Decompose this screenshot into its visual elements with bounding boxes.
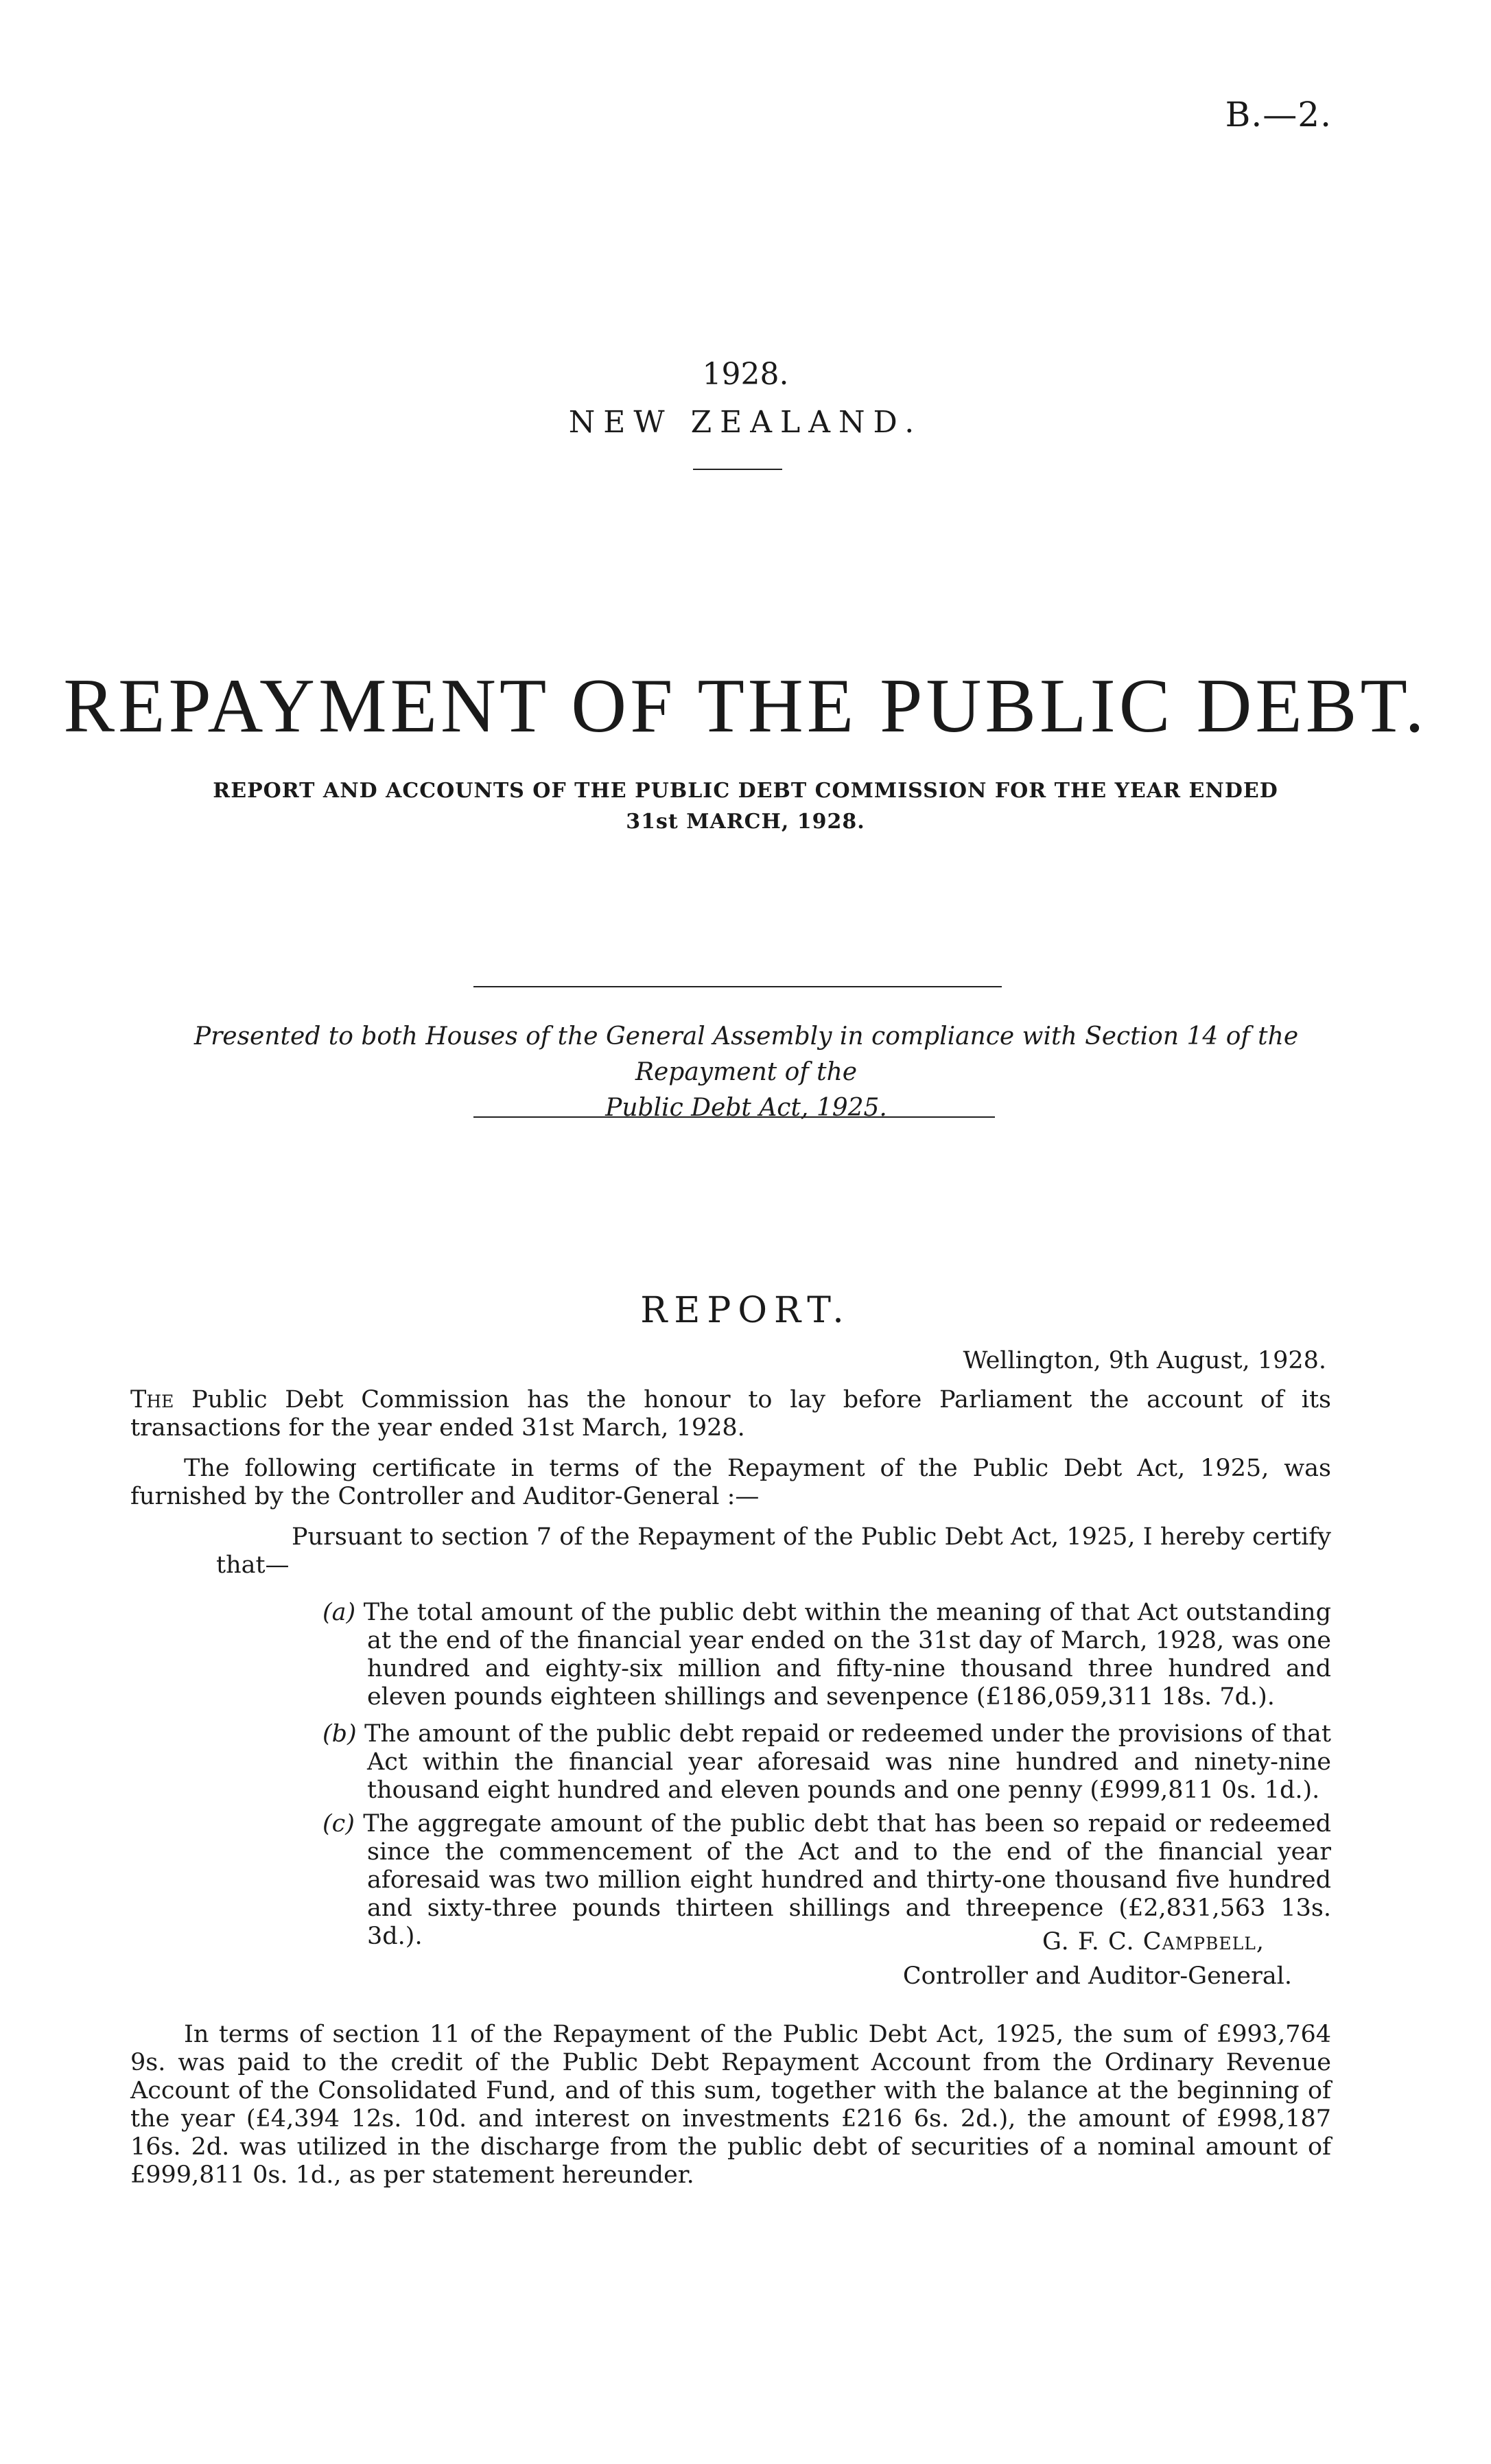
- divider-top: [473, 986, 1002, 987]
- paragraph-2-text: The following certificate in terms of the Repayment of the Public Debt Act, 1925, was furnished by the Controller and Auditor-General :—: [130, 1455, 1331, 1510]
- paragraph-lead-word: The: [130, 1386, 174, 1413]
- certificate-intro-text: Pursuant to section 7 of the Repayment of the Public Debt Act, 1925, I hereby certify that—: [216, 1523, 1331, 1579]
- presented-line-2: Public Debt Act, 1925.: [605, 1094, 887, 1123]
- signatory-title: Controller and Auditor-General.: [902, 1962, 1292, 1990]
- certificate-item-text: The total amount of the public debt within the meaning of that Act outstanding at the end of the financial year ended on the 31st day of March, 1928, was one hundred and eighty-six million and fifty-nine thousand three hundred and eleven pounds eighteen shillings and sevenpence (£186,059,311 18s. 7d.).: [363, 1599, 1331, 1711]
- paragraph-4-text: In terms of section 11 of the Repayment of the Public Debt Act, 1925, the sum of £993,764 9s. was paid to the credit of the Public Debt Repayment Account from the Ordinary Revenue Account of the Consolidated Fund, and of this sum, together with the balance at the beginning of the year (£4,394 12s. 10d. and interest on investments £216 6s. 2d.), the amount of £998,187 16s. 2d. was utilized in the discharge from the public debt of securities of a nominal amount of £999,811 0s. 1d., as per statement hereunder.: [130, 2021, 1331, 2189]
- subtitle-line-1: REPORT AND ACCOUNTS OF THE PUBLIC DEBT COMMISSION FOR THE YEAR ENDED: [213, 779, 1278, 803]
- signatory-name: G. F. C. Campbell,: [1042, 1928, 1265, 1956]
- certificate-item-text: The amount of the public debt repaid or redeemed under the provisions of that Act within the financial year aforesaid was nine hundred and ninety-nine thousand eight hundred and eleven pounds and one penny (£999,811 0s. 1d.).: [364, 1720, 1331, 1804]
- document-subtitle: [0, 775, 1491, 837]
- paragraph-1-text: Public Debt Commission has the honour to lay before Parliament the account of its transactions for the year ended 31st March, 1928.: [130, 1386, 1331, 1442]
- certificate-item-text: The aggregate amount of the public debt that has been so repaid or redeemed since the commencement of the Act and to the end of the financial year aforesaid was two million eight hundred and thirty-one thousand five hundred and sixty-three pounds thirteen shillings and threepence (£2,831,563 13s. 3d.).: [363, 1810, 1331, 1950]
- divider-bottom: [473, 1116, 995, 1118]
- report-paragraph-4: [130, 2021, 1331, 2190]
- presented-statement: [130, 1019, 1362, 1127]
- certificate-item-label: (c): [322, 1810, 355, 1838]
- report-paragraph-2: [130, 1455, 1331, 1511]
- short-divider: [693, 469, 782, 470]
- certificate-item-b: [288, 1720, 1331, 1805]
- report-date: Wellington, 9th August, 1928.: [963, 1347, 1326, 1374]
- report-heading: REPORT.: [640, 1290, 851, 1331]
- certificate-item-label: (a): [322, 1599, 356, 1626]
- subtitle-line-2: 31st MARCH, 1928.: [626, 810, 865, 834]
- document-year: 1928.: [702, 357, 789, 392]
- presented-line-1: Presented to both Houses of the General Assembly in compliance with Section 14 of the Repayment of the: [193, 1022, 1299, 1087]
- certificate-item-label: (b): [322, 1720, 357, 1748]
- document-reference: B.—2.: [1225, 95, 1332, 134]
- document-title: REPAYMENT OF THE PUBLIC DEBT.: [63, 664, 1428, 749]
- certificate-item-a: [288, 1599, 1331, 1711]
- certificate-intro: [216, 1523, 1331, 1580]
- country-heading: NEW ZEALAND.: [568, 405, 923, 440]
- report-paragraph-1: [130, 1386, 1331, 1442]
